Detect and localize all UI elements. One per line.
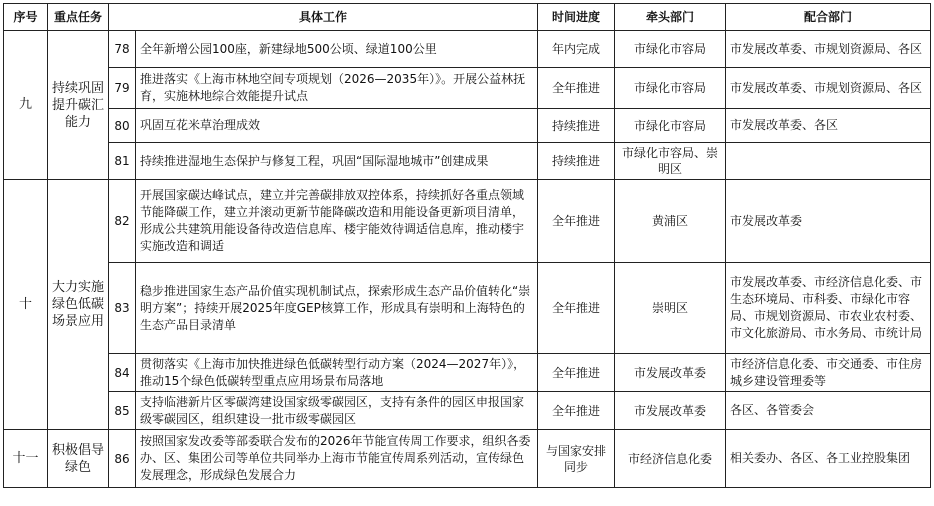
table-row — [4, 430, 931, 488]
key-tasks-table — [3, 3, 931, 488]
row-co: 市发展改革委、市经济信息化委、市生态环境局、市科委、市绿化市容局、市规划资源局、市农业农村委、市文化旅游局、市水务局、市统计局 — [726, 263, 931, 354]
group-task: 积极倡导绿色 — [48, 430, 109, 488]
group-seq: 十 — [4, 180, 48, 430]
row-work: 按照国家发改委等部委联合发布的2026年节能宣传周工作要求，组织各委办、区、集团公司等单位共同举办上海市节能宣传周系列活动，宣传绿色发展理念，形成绿色发展合力 — [136, 430, 538, 488]
row-co: 市发展改革委、市规划资源局、各区 — [726, 68, 931, 109]
group-seq: 九 — [4, 31, 48, 180]
row-work: 稳步推进国家生态产品价值实现机制试点，探索形成生态产品价值转化“崇明方案”；持续开展2025年度GEP核算工作，形成具有崇明和上海特色的生态产品目录清单 — [136, 263, 538, 354]
header-task: 重点任务 — [48, 4, 109, 31]
row-time: 年内完成 — [538, 31, 615, 68]
row-co: 市发展改革委 — [726, 180, 931, 263]
row-work: 开展国家碳达峰试点，建立并完善碳排放双控体系，持续抓好各重点领域节能降碳工作，建立并滚动更新节能降碳改造和用能设备更新项目清单，形成公共建筑用能设备待改造信息库、楼宇能效待调适信息库，推动楼宇实施改造和调适 — [136, 180, 538, 263]
row-lead: 市绿化市容局 — [615, 109, 726, 143]
header-work: 具体工作 — [109, 4, 538, 31]
row-co — [726, 143, 931, 180]
row-work: 支持临港新片区零碳湾建设国家级零碳园区，支持有条件的园区申报国家级零碳园区，组织建设一批市级零碳园区 — [136, 392, 538, 430]
row-co: 市发展改革委、各区 — [726, 109, 931, 143]
row-num: 86 — [109, 430, 136, 488]
group-task: 大力实施绿色低碳场景应用 — [48, 180, 109, 430]
row-time: 持续推进 — [538, 143, 615, 180]
group-seq: 十一 — [4, 430, 48, 488]
row-co: 各区、各管委会 — [726, 392, 931, 430]
group-task: 持续巩固提升碳汇能力 — [48, 31, 109, 180]
row-num: 79 — [109, 68, 136, 109]
row-num: 83 — [109, 263, 136, 354]
row-lead: 崇明区 — [615, 263, 726, 354]
row-time: 全年推进 — [538, 263, 615, 354]
table-row — [4, 143, 931, 180]
row-num: 85 — [109, 392, 136, 430]
row-co: 市经济信息化委、市交通委、市住房城乡建设管理委等 — [726, 354, 931, 392]
header-lead: 牵头部门 — [615, 4, 726, 31]
table-row — [4, 354, 931, 392]
header-row — [4, 4, 931, 31]
table-row — [4, 109, 931, 143]
row-work: 巩固互花米草治理成效 — [136, 109, 538, 143]
row-work: 持续推进湿地生态保护与修复工程，巩固“国际湿地城市”创建成果 — [136, 143, 538, 180]
row-lead: 市发展改革委 — [615, 392, 726, 430]
row-num: 78 — [109, 31, 136, 68]
row-time: 全年推进 — [538, 354, 615, 392]
header-time: 时间进度 — [538, 4, 615, 31]
row-work: 贯彻落实《上海市加快推进绿色低碳转型行动方案（2024—2027年）》，推动15个绿色低碳转型重点应用场景布局落地 — [136, 354, 538, 392]
row-lead: 市绿化市容局 — [615, 68, 726, 109]
header-co: 配合部门 — [726, 4, 931, 31]
row-co: 相关委办、各区、各工业控股集团 — [726, 430, 931, 488]
table-row — [4, 68, 931, 109]
row-lead: 市经济信息化委 — [615, 430, 726, 488]
row-num: 82 — [109, 180, 136, 263]
row-num: 84 — [109, 354, 136, 392]
table-row — [4, 180, 931, 263]
table-row — [4, 392, 931, 430]
table-row — [4, 263, 931, 354]
row-lead: 市绿化市容局 — [615, 31, 726, 68]
row-lead: 黄浦区 — [615, 180, 726, 263]
row-num: 80 — [109, 109, 136, 143]
row-lead: 市发展改革委 — [615, 354, 726, 392]
row-num: 81 — [109, 143, 136, 180]
row-lead: 市绿化市容局、崇明区 — [615, 143, 726, 180]
row-work: 推进落实《上海市林地空间专项规划（2026—2035年）》。开展公益林抚育，实施林地综合效能提升试点 — [136, 68, 538, 109]
row-co: 市发展改革委、市规划资源局、各区 — [726, 31, 931, 68]
row-time: 全年推进 — [538, 392, 615, 430]
row-time: 全年推进 — [538, 68, 615, 109]
row-time: 全年推进 — [538, 180, 615, 263]
row-time: 与国家安排同步 — [538, 430, 615, 488]
header-seq: 序号 — [4, 4, 48, 31]
row-time: 持续推进 — [538, 109, 615, 143]
row-work: 全年新增公园100座，新建绿地500公顷、绿道100公里 — [136, 31, 538, 68]
table-row — [4, 31, 931, 68]
